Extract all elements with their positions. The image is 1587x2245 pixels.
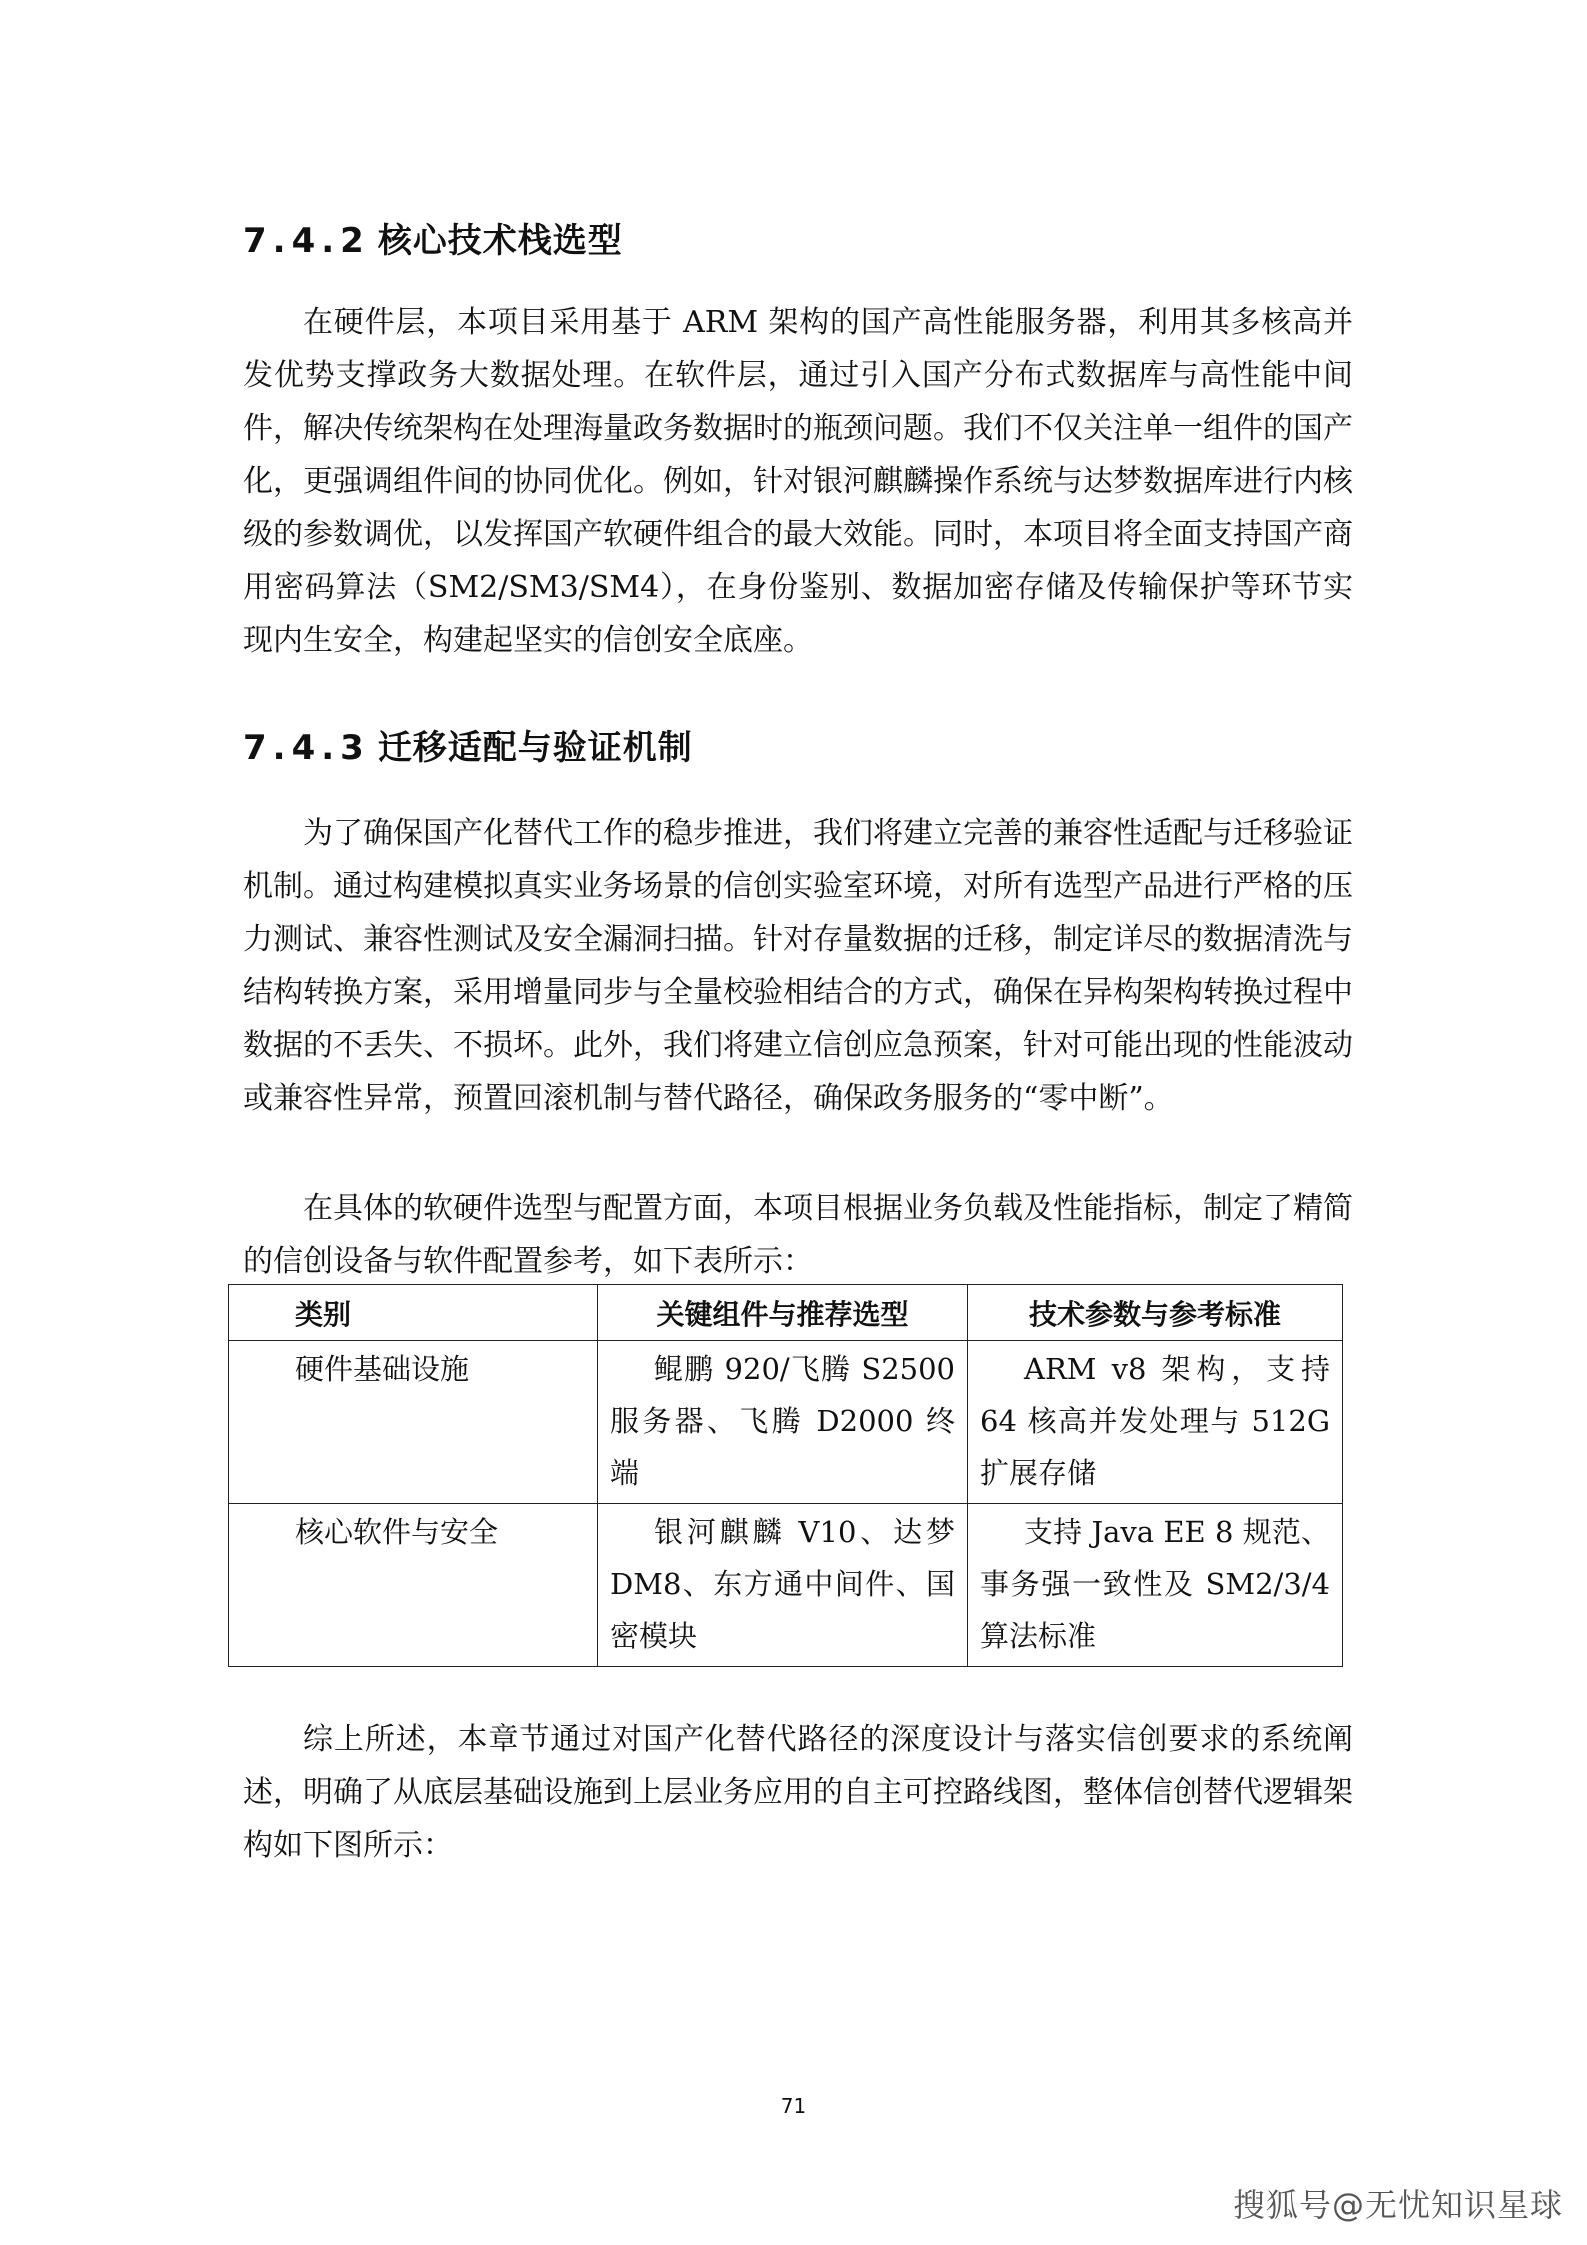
paragraph-summary: 综上所述，本章节通过对国产化替代路径的深度设计与落实信创要求的系统阐述，明确了从底层基础设施到上层业务应用的自主可控路线图，整体信创替代逻辑架构如下图所示： <box>243 1722 1353 1863</box>
table-header-params: 技术参数与参考标准 <box>968 1285 1343 1341</box>
paragraph-migration: 为了确保国产化替代工作的稳步推进，我们将建立完善的兼容性适配与迁移验证机制。通过构建模拟真实业务场景的信创实验室环境，对所有选型产品进行严格的压力测试、兼容性测试及安全漏洞扫描。针对存量数据的迁移，制定详尽的数据清洗与结构转换方案，采用增量同步与全量校验相结合的方式，确保在异构架构转换过程中数据的不丢失、不损坏。此外，我们将建立信创应急预案，针对可能出现的性能波动或兼容性异常，预置回滚机制与替代路径，确保政务服务的“零中断”。 <box>243 816 1353 1116</box>
table-cell-params: ARM v8 架构，支持 64 核高并发处理与 512G 扩展存储 <box>968 1341 1343 1504</box>
table-cell-components: 鲲鹏 920/飞腾 S2500 服务器、飞腾 D2000 终端 <box>598 1341 968 1504</box>
table-cell-category: 硬件基础设施 <box>229 1341 598 1504</box>
table-row <box>229 1341 1343 1504</box>
section-title: 迁移适配与验证机制 <box>377 728 693 768</box>
watermark-text: 搜狐号@无忧知识星球 <box>1232 2186 1563 2224</box>
paragraph-table-intro: 在具体的软硬件选型与配置方面，本项目根据业务负载及性能指标，制定了精简的信创设备与软件配置参考，如下表所示： <box>243 1191 1353 1279</box>
table-cell-params: 支持 Java EE 8 规范、事务强一致性及 SM2/3/4 算法标准 <box>968 1504 1343 1667</box>
section-heading-7-4-3 <box>243 720 693 769</box>
section-number: 7.4.3 <box>243 728 370 768</box>
paragraph-tech-stack: 在硬件层，本项目采用基于 ARM 架构的国产高性能服务器，利用其多核高并发优势支撑政务大数据处理。在软件层，通过引入国产分布式数据库与高性能中间件，解决传统架构在处理海量政务数据时的瓶颈问题。我们不仅关注单一组件的国产化，更强调组件间的协同优化。例如，针对银河麒麟操作系统与达梦数据库进行内核级的参数调优，以发挥国产软硬件组合的最大效能。同时，本项目将全面支持国产商用密码算法（SM2/SM3/SM4），在身份鉴别、数据加密存储及传输保护等环节实现内生安全，构建起坚实的信创安全底座。 <box>243 305 1353 658</box>
section-title: 核心技术栈选型 <box>377 221 623 261</box>
table-cell-category: 核心软件与安全 <box>229 1504 598 1667</box>
section-number: 7.4.2 <box>243 221 370 261</box>
table-header-row <box>229 1285 1343 1341</box>
table-row <box>229 1504 1343 1667</box>
table-cell-components: 银河麒麟 V10、达梦 DM8、东方通中间件、国密模块 <box>598 1504 968 1667</box>
table-header-category: 类别 <box>229 1285 598 1341</box>
section-heading-7-4-2 <box>243 213 623 262</box>
config-table <box>228 1284 1343 1667</box>
table-header-components: 关键组件与推荐选型 <box>598 1285 968 1341</box>
page-number: 71 <box>780 2094 807 2118</box>
